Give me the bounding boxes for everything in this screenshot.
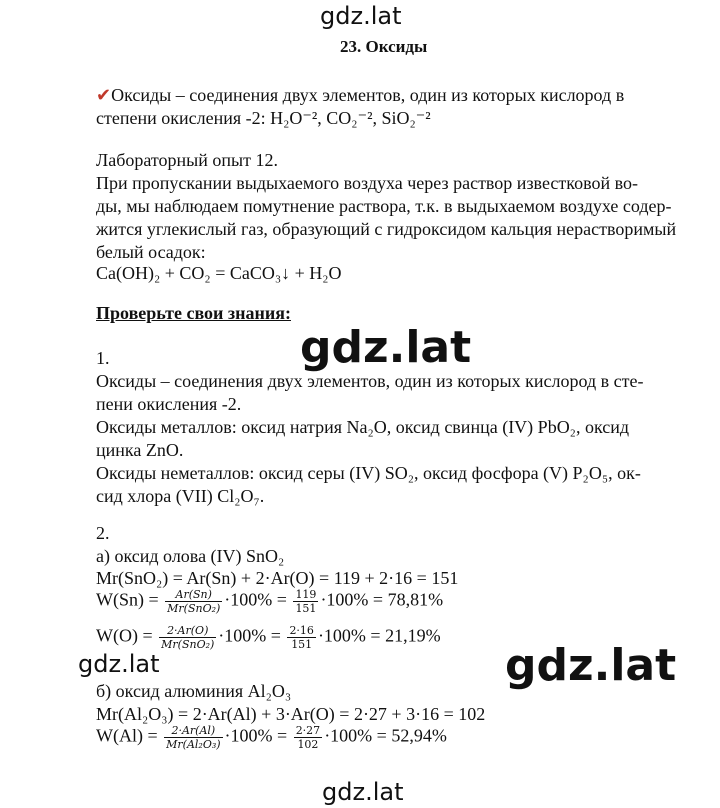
section-heading: Проверьте свои знания:: [96, 303, 291, 323]
q1-number: 1.: [96, 348, 110, 368]
fraction-numeric: [294, 724, 323, 751]
definition-line-1: [96, 84, 624, 106]
definition-formula: H₂O⁻², CO₂⁻², SiO₂⁻²: [270, 108, 431, 128]
q1-line-5: Оксиды неметаллов: оксид серы (IV) SO₂, оксид фосфора (V) P₂O₅, ок-: [96, 463, 641, 483]
fraction-denominator: 151: [291, 638, 313, 651]
fraction: [164, 724, 222, 751]
fraction-numerator: Ar(Sn): [165, 588, 222, 602]
q2-number: 2.: [96, 523, 110, 543]
formula-left: W(O) =: [96, 625, 158, 646]
fraction-numeric: [293, 588, 318, 615]
watermark-top: gdz.lat: [320, 2, 402, 30]
fraction-denominator: 151: [295, 602, 317, 615]
q2-b-heading: б) оксид алюминия Al₂O₃: [96, 681, 292, 701]
lab-line-3: жится углекислый газ, образующий с гидроксидом кальция нерастворимый: [96, 219, 677, 239]
formula-result: ·100% = 78,81%: [320, 589, 444, 610]
formula-left: W(Sn) =: [96, 589, 164, 610]
formula-mid: ·100% =: [224, 725, 292, 746]
formula-result: ·100% = 52,94%: [324, 725, 447, 746]
q2-a-heading: а) оксид олова (IV) SnO₂: [96, 546, 285, 566]
fraction-numerator: 2·27: [295, 724, 321, 737]
fraction: [165, 588, 222, 615]
q2-a-mr: Mr(SnO₂) = Ar(Sn) + 2·Ar(O) = 119 + 2·16 = 151: [96, 568, 459, 588]
watermark-bottom: gdz.lat: [322, 778, 404, 806]
fraction-denominator: Mr(SnO₂): [161, 638, 215, 651]
page-title: 23. Оксиды: [340, 37, 428, 56]
fraction-denominator: Mr(SnO₂): [167, 602, 221, 615]
fraction-denominator: Mr(Al₂O₃): [166, 738, 221, 751]
lab-line-1: При пропускании выдыхаемого воздуха через раствор известковой во-: [96, 173, 638, 193]
watermark-left: gdz.lat: [78, 650, 160, 678]
watermark-right: gdz.lat: [505, 640, 677, 691]
lab-line-4: белый осадок:: [96, 242, 206, 262]
fraction-denominator: 102: [297, 738, 319, 751]
checkmark-icon: ✔: [96, 85, 112, 105]
q2-a-w-o: [96, 624, 441, 651]
q1-line-4: цинка ZnO.: [96, 440, 184, 460]
definition-line-2: [96, 107, 431, 129]
q2-b-w-al: [96, 724, 447, 751]
q1-line-3: Оксиды металлов: оксид натрия Na₂O, оксид свинца (IV) PbO₂, оксид: [96, 417, 630, 437]
definition-text: Оксиды – соединения двух элементов, один из которых кислород в: [111, 85, 625, 105]
formula-left: W(Al) =: [96, 725, 163, 746]
q1-line-2: пени окисления -2.: [96, 394, 242, 414]
formula-mid: ·100% =: [218, 625, 286, 646]
fraction: [159, 624, 216, 651]
watermark-center: gdz.lat: [300, 322, 472, 373]
lab-equation: Ca(OH)₂ + CO₂ = CaCO₃↓ + H₂O: [96, 263, 342, 283]
fraction-numeric: [287, 624, 316, 651]
q1-line-1: Оксиды – соединения двух элементов, один из которых кислород в сте-: [96, 371, 644, 391]
formula-mid: ·100% =: [224, 589, 292, 610]
q1-line-6: сид хлора (VII) Cl₂O₇.: [96, 486, 265, 506]
formula-result: ·100% = 21,19%: [317, 625, 441, 646]
fraction-numerator: 2·Ar(Al): [164, 724, 222, 738]
lab-line-2: ды, мы наблюдаем помутнение раствора, т.к. в выдыхаемом воздухе содер-: [96, 196, 672, 216]
fraction-numerator: 119: [295, 588, 317, 601]
fraction-numerator: 2·16: [289, 624, 314, 637]
fraction-numerator: 2·Ar(O): [159, 624, 216, 638]
q2-a-w-sn: [96, 588, 443, 615]
q2-b-mr: Mr(Al₂O₃) = 2·Ar(Al) + 3·Ar(O) = 2·27 + 3·16 = 102: [96, 704, 486, 724]
definition-prefix: степени окисления -2:: [96, 108, 271, 128]
lab-heading: Лабораторный опыт 12.: [96, 150, 278, 170]
